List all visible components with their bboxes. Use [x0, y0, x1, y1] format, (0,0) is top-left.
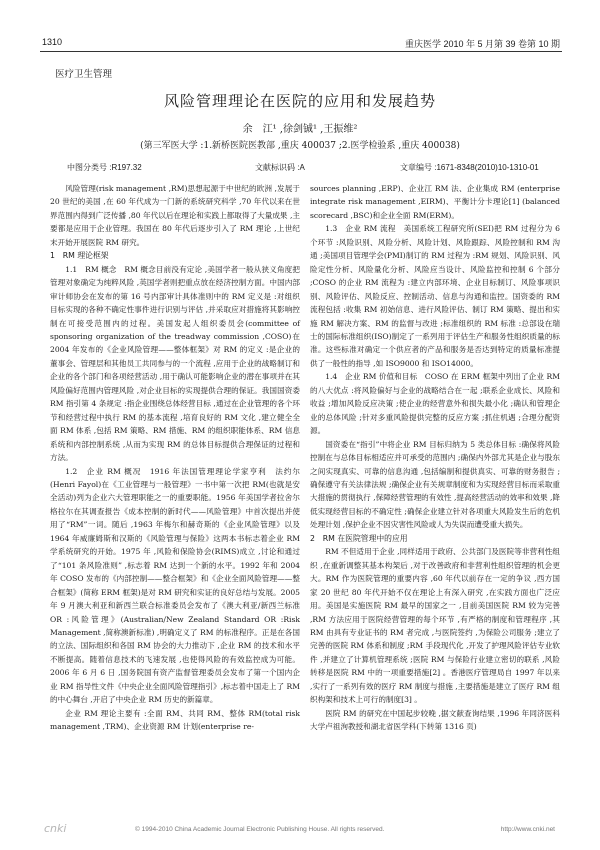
clc-number: 中图分类号 :R197.32: [67, 163, 142, 172]
paragraph: 1.2 企业 RM 概况 1916 年法国管理理论学家亨利 法约尔(Henri Fayol)在《工业管理与一般管理》一书中第一次把 RM(也就是安全活动)列为企业六大管理职能之一的重要职能。1956 年美国学者拉舍尔 格拉尔在其调查报告《成本控制的新时代——风险管理》中首次提出并使用了“RM”一词。随后 ,1963 年梅尔和赫奇斯的《企业风险管理》以及 1964 年威廉姆斯和汉斯的《风险管理与保险》这两本书标志着企业 RM 学系统研究的开始。1975 年 ,风险和保险协会(RIMS)成立 ,讨论和通过了“101 条风险准则” ,标志着 RM 达到一个新的水平。1992 年和 2004 年 COSO 发布的《内部控制——整合框架》和《企业全面风险管理——整合框架》(简称 ERM 框架)是对 RM 研究和实证的良好总结与发展。2005 年 9 月澳大利亚和新西兰联合标准委员会发布了《澳大利亚/新西兰标准 OR :风险管理》(Australian/New Zealand Standard OR :Risk Management ,简称澳新标准) ,明确定义了 RM 的标准程序。正是在各国的立法、国际组织和各国 RM 协会的大力推动下 ,企业 RM 的技术和水平不断提高。随着信息技术的飞速发展 ,也使得风险的有效监控成为可能。2006 年 6 月 6 日 ,国务院国有资产监督管理委员会发布了第一个国内企业 RM 指导性文件《中央企业全面风险管理指引》,标志着中国走上了 RM 的中心舞台 ,开启了中央企业 RM 历史的新篇章。: [50, 466, 308, 705]
right-column: [310, 182, 560, 734]
journal-header: 重庆医学 2010 年 5 月第 39 卷第 10 期: [404, 39, 560, 49]
section-heading: 2 RM 在医院管理中的应用: [310, 533, 408, 543]
copyright-text: © 1994-2010 China Academic Journal Electronic Publishing House. All rights reserved.: [135, 826, 385, 833]
article-number: 文章编号 :1671-8348(2010)10-1310-01: [400, 163, 539, 172]
cnki-watermark-icon: [42, 820, 82, 836]
paragraph: 风险管理(risk management ,RM)思想起源于中世纪的欧洲 ,发展于 20 世纪的美国 ,在 60 年代成为一门新的系统研究科学 ,70 年代以来在世界范围内得到广泛传播 ,80 年代以后在理论和实践上都取得了大量成果 ,主要都是应用于企业管理。我国在 80 年代后逐步引入了 RM 理论 ,上世纪末开始开展医院 RM 研究。: [50, 184, 300, 247]
cnki-link[interactable]: http://www.cnki.net: [500, 826, 555, 833]
paragraph: 1.1 RM 概念 RM 概念目前没有定论 ,美国学者一般从狭义角度把管理对象确定为纯粹风险 ,英国学者则把重点放在经济控制方面。中国内部审计师协会在发布的第 16 号内部审计具体准则中的 RM 定义是 :对组织目标实现的各种不确定性事件进行识别与评估 ,并采取应对措施将其影响控制在可接受范围内的过程。美国发起人组织委员会(committee of sponsoring organization of the treadway commission ,COSO)在 2004 年发布的《企业风险管理——整体框架》对 RM 的定义 :是企业的董事会、管理层和其他员工共同参与的一个流程 ,应用于企业的战略制订和企业的各个部门和各项经营活动 ,用于确认可能影响企业的潜在事项并在其风险偏好范围内管理风险 ,对企业目标的实现提供合理的保证。我国国资委 RM 指引第 4 条规定 :指企业围绕总体经营目标 ,通过在企业管理的各个环节和经营过程中执行 RM 的基本流程 ,培育良好的 RM 文化 ,建立健全全面 RM 体系 ,包括 RM 策略、RM 措施、RM 的组织职能体系、RM 信息系统和内部控制系统 ,从而为实现 RM 的总体目标提供合理保证的过程和方法。: [50, 264, 300, 463]
authors: 余 江¹ ,徐剑铖¹ ,王振维²: [242, 124, 358, 135]
article-title: 风险管理理论在医院的应用和发展趋势: [163, 92, 436, 110]
document-code: 文献标识码 :A: [255, 163, 305, 172]
header-rule: [40, 51, 562, 52]
affiliation: (第三军医大学 :1.新桥医院医教部 ,重庆 400037 ;2.医学检验系 ,重庆 400038): [140, 141, 460, 151]
paragraph: sources planning ,ERP)、企业江 RM 法、企业集成 RM (enterprise integrate risk management ,EIRM)、平衡计分卡理论[1] (balanced scorecard ,BSC)和企业全面 RM(ERM)。: [310, 184, 560, 220]
paragraph: 1.3 企业 RM 流程 美国系统工程研究所(SEI)把 RM 过程分为 6 个环节 :风险识别、风险分析、风险计划、风险跟踪、风险控制和 RM 沟通 ;美国项目管理学会(PMI)制订的 RM 过程为 :RM 规划、风险识别、风险定性分析、风险量化分析、风险应当设计、风险监控和控制 6 个部分 ;COSO 的企业 RM 流程为 :建立内部环境、企业目标制订、风险事项识别、风险评估、风险反应、控制活动、信息与沟通和监控。国资委的 RM 流程包括 :收集 RM 初始信息、进行风险评估、制订 RM 策略、提出和实施 RM 解决方案、RM 的监督与改进 ;标准组织的 RM 标准 :总部设在瑞士的国际标准组织(ISO)制定了一系列用于评估生产和服务性组织质量的标准。这些标准对确定一个供应者的产品和服务是否达到特定的质量标准提供了一般性的指导 ,如 ISO9000 和 ISO14000。: [310, 224, 560, 368]
paragraph: 国资委在“指引”中将企业 RM 目标归纳为 5 类总体目标 :确保将风险控制在与总体目标相适应并可承受的范围内 ;确保内外部尤其是企业与股东之间实现真实、可靠的信息沟通 ,包括编制和提供真实、可靠的财务报告 ;确保遵守有关法律法规 ;确保企业有关规章制度和为实现经营目标而采取重大措施的贯彻执行 ,保障经营管理的有效性 ,提高经营活动的效率和效果 ,降低实现经营目标的不确定性 ;确保企业建立针对各项重大风险发生后的危机处理计划 ,保护企业不因灾害性风险或人为失误而遭受重大损失。: [310, 439, 560, 530]
section-tag: 医疗卫生管理: [55, 69, 113, 80]
paragraph: 医院 RM 的研究在中国起步较晚 ,据文献查询结果 ,1996 年同济医科大学卢祖洵教授和湖北省医学科(下转第 1316 页): [310, 708, 560, 732]
paragraph: RM 不但适用于企业 ,同样适用于政府、公共部门及医院等非营利性组织 ,在重新调整其基本构架后 ,对于改善政府和非营利性组织管理的机会更大。RM 作为医院管理的重要内容 ,60 年代以前存在一定的争议 ,西方国家 20 世纪 80 年代开始不仅在理论上有深入研究 ,在实践方面也广泛应用。美国是实施医院 RM 最早的国家之一 ,目前美国医院 RM 较为完善 ,RM 方法应用于医院经营管理的每个环节 ,有严格的制度和管理程序 ,其 RM 由具有专业证书的 RM 者完成 ,与医院签约 ,为保险公司服务 ;建立了完善的医院 RM 体系和制度 ;RM 手段现代化 ,开发了护理风险评估专业软件 ,并建立了计算机管理系统 ;医院 RM 与保险行业建立密切的联系 ,风险转移是医院 RM 中的一项重要措施[2] 。香港医疗管理局自 1997 年以来 ,实行了一系列有效的医疗 RM 制度与措施 ,主要措施是建立了医疗 RM 组织构架和技术上可行的制度[3] 。: [310, 547, 560, 705]
paragraph: 企业 RM 理论主要有 :全面 RM、共同 RM、整体 RM(total risk management ,TRM)、企业资源 RM 计划(enterprise re-: [50, 708, 300, 732]
left-column: [50, 182, 308, 734]
paragraph: 1.4 企业 RM 价值和目标 COSO 在 ERM 框架中列出了企业 RM 的八大优点 :将风险偏好与企业的战略结合在一起 ;联系企业成长、风险和收益 ;增加风险反应决策 ;使企业的经营意外和损失最小化 ;确认和管理企业的总体风险 ;针对多重风险提供完整的反应方案 ;抓住机遇 ;合理分配资源。: [310, 372, 560, 436]
section-heading: 1 RM 理论框架: [50, 251, 109, 261]
page-number: 1310: [42, 37, 63, 47]
watermark-text: cnki: [44, 822, 67, 835]
